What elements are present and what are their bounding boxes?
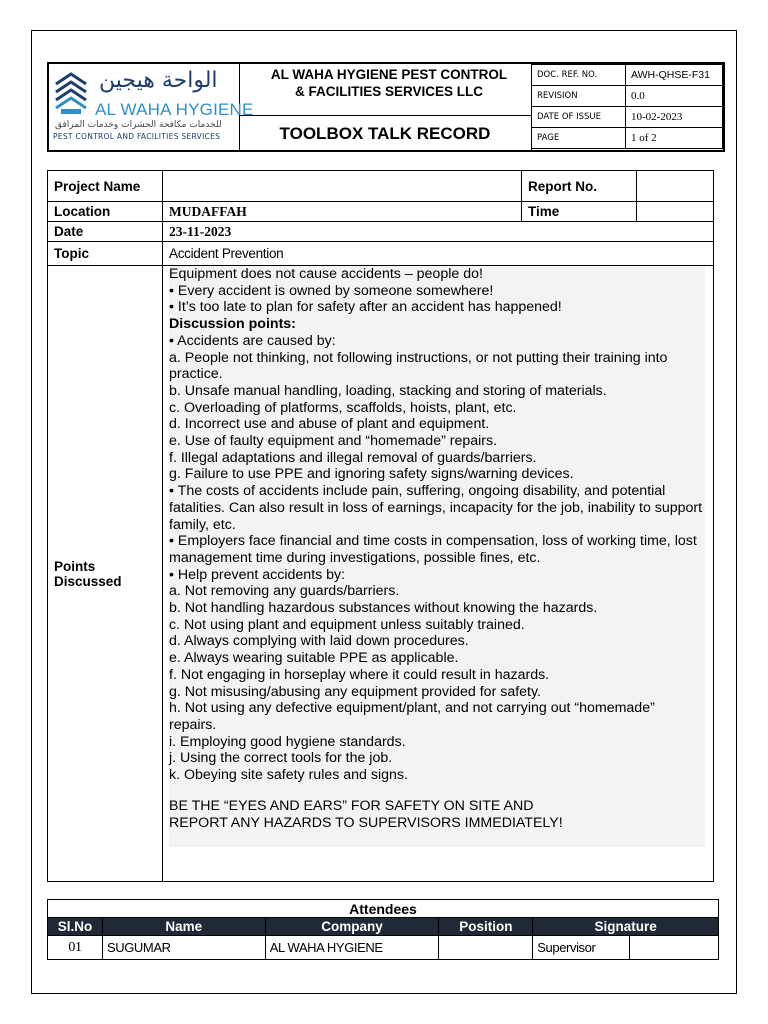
point-line: i. Employing good hygiene standards. bbox=[169, 733, 406, 750]
point-line: e. Always wearing suitable PPE as applicable. bbox=[169, 650, 459, 667]
attendee-signature[interactable]: Supervisor bbox=[533, 936, 630, 960]
time-field[interactable] bbox=[637, 202, 714, 222]
closing-line: REPORT ANY HAZARDS TO SUPERVISORS IMMEDIATELY! bbox=[169, 814, 563, 831]
attendees-table bbox=[47, 899, 719, 960]
column-header-name: Name bbox=[102, 918, 265, 936]
meta-row bbox=[532, 128, 723, 149]
time-label: Time bbox=[522, 202, 637, 222]
point-line: d. Incorrect use and abuse of plant and equipment. bbox=[169, 416, 490, 433]
intro-line: • Every accident is owned by someone somewhere! bbox=[169, 282, 494, 299]
point-line: • The costs of accidents include pain, suffering, ongoing disability, and potential fatalities. Can also result in loss of earnings, incapacity for the job, inability to support family, etc. bbox=[169, 483, 703, 533]
point-line: a. People not thinking, not following instructions, or not putting their training into practice. bbox=[169, 349, 668, 383]
meta-value: 10-02-2023 bbox=[626, 107, 723, 128]
attendees-caption: Attendees bbox=[48, 900, 719, 918]
toolbox-form-table bbox=[47, 170, 714, 882]
topic-row bbox=[48, 242, 714, 266]
location-field[interactable]: MUDAFFAH bbox=[163, 202, 522, 222]
attendee-position[interactable] bbox=[439, 936, 533, 960]
attendees-caption-row bbox=[48, 900, 719, 918]
column-header-position: Position bbox=[439, 918, 533, 936]
logo-arabic-tagline: للخدمات مكافحة الحشرات وخدمات المرافق bbox=[55, 120, 222, 130]
attendee-company[interactable]: AL WAHA HYGIENE bbox=[265, 936, 439, 960]
date-field[interactable]: 23-11-2023 bbox=[163, 222, 714, 242]
location-row bbox=[48, 202, 714, 222]
meta-key: DOC. REF. NO. bbox=[532, 65, 626, 86]
meta-value: 0.0 bbox=[626, 86, 723, 107]
point-line: b. Unsafe manual handling, loading, stacking and storing of materials. bbox=[169, 382, 607, 399]
meta-key: REVISION bbox=[532, 86, 626, 107]
point-line: h. Not using any defective equipment/plant, and not carrying out “homemade” repairs. bbox=[169, 700, 655, 733]
attendee-signature-blank[interactable] bbox=[630, 936, 719, 960]
attendees-header-row bbox=[48, 918, 719, 936]
project-row bbox=[48, 171, 714, 202]
points-row bbox=[48, 266, 714, 882]
meta-value: AWH-QHSE-F31 bbox=[626, 65, 723, 86]
point-line: e. Use of faulty equipment and “homemade” repairs. bbox=[169, 433, 498, 450]
document-header bbox=[47, 62, 725, 152]
logo-arabic-name: الواحة هيجين bbox=[99, 68, 218, 93]
intro-line: • It’s too late to plan for safety after an accident has happened! bbox=[169, 299, 562, 316]
meta-row bbox=[532, 86, 723, 107]
point-line: d. Always complying with laid down procedures. bbox=[169, 633, 469, 650]
report-no-label: Report No. bbox=[522, 171, 637, 202]
location-label: Location bbox=[48, 202, 163, 222]
meta-value: 1 of 2 bbox=[626, 128, 723, 149]
point-line: • Help prevent accidents by: bbox=[169, 566, 346, 583]
meta-key: PAGE bbox=[532, 128, 626, 149]
company-logo bbox=[49, 64, 254, 150]
points-label-line-2: Discussed bbox=[54, 573, 122, 589]
points-text bbox=[169, 266, 705, 847]
point-line: f. Illegal adaptations and illegal removal of guards/barriers. bbox=[169, 449, 537, 466]
record-title: TOOLBOX TALK RECORD bbox=[239, 115, 532, 150]
spacer bbox=[169, 784, 705, 798]
point-line: g. Not misusing/abusing any equipment provided for safety. bbox=[169, 683, 541, 700]
point-line: c. Overloading of platforms, scaffolds, hoists, plant, etc. bbox=[169, 399, 517, 416]
company-name-line-2: & FACILITIES SERVICES LLC bbox=[294, 84, 484, 99]
column-header-company: Company bbox=[265, 918, 439, 936]
point-line: • Employers face financial and time costs in compensation, loss of working time, lost management time during investigations, possible fines, etc. bbox=[169, 533, 697, 566]
logo-english-name: AL WAHA HYGIENE bbox=[95, 100, 254, 119]
point-line: k. Obeying site safety rules and signs. bbox=[169, 767, 408, 784]
discussion-heading: Discussion points: bbox=[169, 316, 296, 333]
report-no-field[interactable] bbox=[637, 171, 714, 202]
points-discussed-content bbox=[163, 266, 714, 882]
document-meta-table bbox=[531, 64, 723, 149]
topic-label: Topic bbox=[48, 242, 163, 266]
column-header-signature: Signature bbox=[533, 918, 719, 936]
company-name bbox=[249, 66, 529, 100]
company-name-line-1: AL WAHA HYGIENE PEST CONTROL bbox=[270, 67, 508, 82]
point-line: g. Failure to use PPE and ignoring safety signs/warning devices. bbox=[169, 466, 574, 483]
point-line: b. Not handling hazardous substances without knowing the hazards. bbox=[169, 600, 598, 617]
date-row bbox=[48, 222, 714, 242]
point-line: f. Not engaging in horseplay where it could result in hazards. bbox=[169, 666, 550, 683]
point-line: j. Using the correct tools for the job. bbox=[169, 750, 393, 767]
project-name-field[interactable] bbox=[163, 171, 522, 202]
meta-row bbox=[532, 65, 723, 86]
point-line: a. Not removing any guards/barriers. bbox=[169, 583, 400, 600]
logo-english-tagline: PEST CONTROL AND FACILITIES SERVICES bbox=[53, 132, 221, 141]
attendee-sl-no: 01 bbox=[48, 936, 103, 960]
closing-line: BE THE “EYES AND EARS” FOR SAFETY ON SITE AND bbox=[169, 797, 534, 814]
project-name-label: Project Name bbox=[48, 171, 163, 202]
intro-line: Equipment does not cause accidents – people do! bbox=[169, 266, 483, 282]
point-line: • Accidents are caused by: bbox=[169, 332, 336, 349]
points-label-line-1: Points bbox=[54, 558, 96, 574]
topic-field[interactable]: Accident Prevention bbox=[163, 242, 714, 266]
attendee-name[interactable]: SUGUMAR bbox=[102, 936, 265, 960]
points-discussed-label bbox=[48, 266, 163, 882]
date-label: Date bbox=[48, 222, 163, 242]
column-header-sl-no: Sl.No bbox=[48, 918, 103, 936]
meta-row bbox=[532, 107, 723, 128]
point-line: c. Not using plant and equipment unless suitably trained. bbox=[169, 616, 525, 633]
building-logo-icon bbox=[53, 68, 89, 116]
attendee-row bbox=[48, 936, 719, 960]
meta-key: DATE OF ISSUE bbox=[532, 107, 626, 128]
